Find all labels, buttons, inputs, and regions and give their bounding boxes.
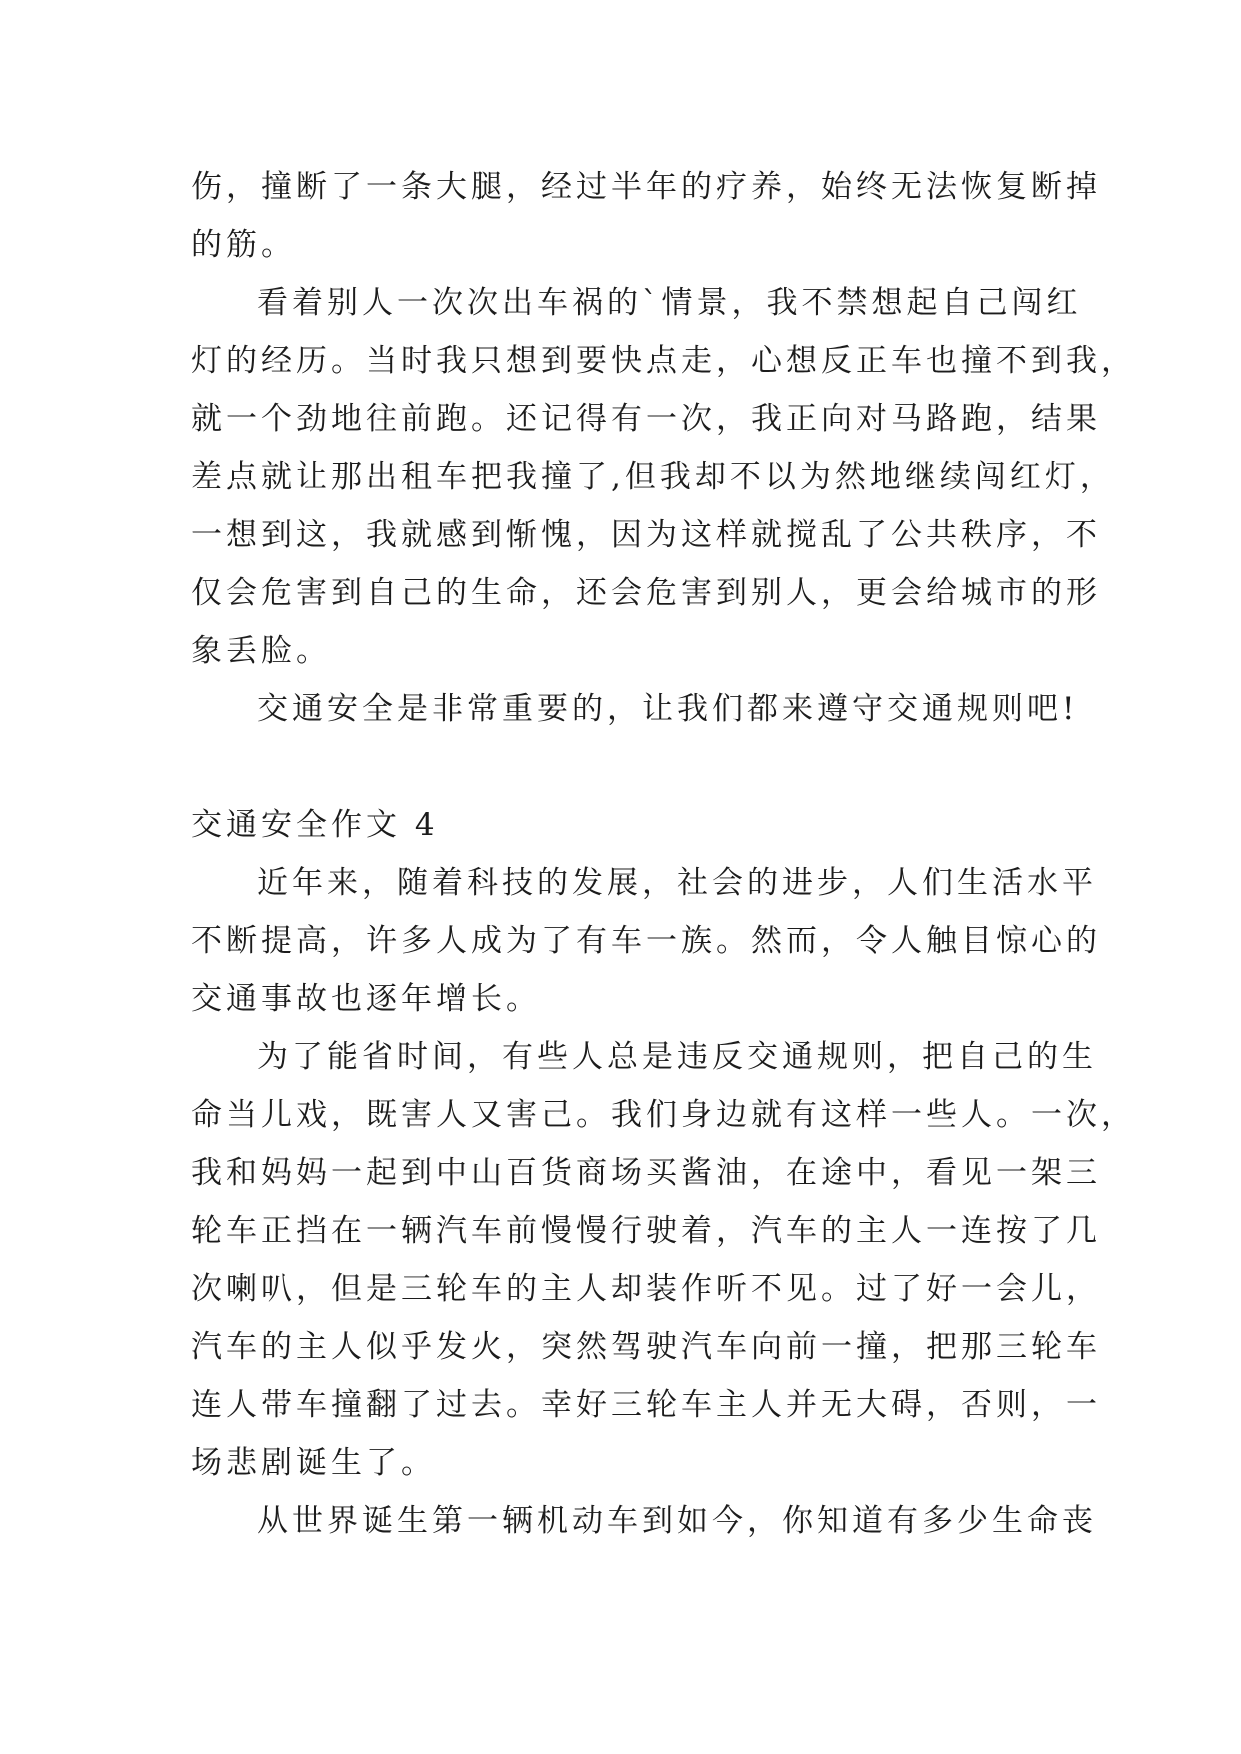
text-line: 场悲剧诞生了。 — [191, 1445, 436, 1481]
text-line: 我和妈妈一起到中山百货商场买酱油，在途中，看见一架三 — [191, 1155, 1101, 1191]
text-line: 命当儿戏，既害人又害己。我们身边就有这样一些人。一次， — [191, 1097, 1136, 1133]
paragraph-6 — [191, 1492, 1097, 1550]
text-line: 灯的经历。当时我只想到要快点走，心想反正车也撞不到我， — [191, 343, 1136, 379]
text-line: 一想到这，我就感到惭愧，因为这样就搅乱了公共秩序，不 — [191, 517, 1101, 553]
text-line: 就一个劲地往前跑。还记得有一次，我正向对马路跑，结果 — [191, 401, 1101, 437]
text-line: 伤，撞断了一条大腿，经过半年的疗养，始终无法恢复断掉 — [191, 169, 1101, 205]
paragraph-2 — [191, 274, 1136, 680]
text-line: 仅会危害到自己的生命，还会危害到别人，更会给城市的形 — [191, 575, 1101, 611]
paragraph-1 — [191, 158, 1101, 274]
paragraph-5 — [191, 1028, 1136, 1492]
section-title: 交通安全作文 4 — [191, 807, 439, 843]
paragraph-3 — [191, 680, 1079, 738]
text-line: 次喇叭，但是三轮车的主人却装作听不见。过了好一会儿， — [191, 1271, 1101, 1307]
text-line: 象丢脸。 — [191, 633, 331, 669]
text-line: 汽车的主人似乎发火，突然驾驶汽车向前一撞，把那三轮车 — [191, 1329, 1101, 1365]
text-line: 交通事故也逐年增长。 — [191, 981, 541, 1017]
text-line: 轮车正挡在一辆汽车前慢慢行驶着，汽车的主人一连按了几 — [191, 1213, 1101, 1249]
text-line: 不断提高，许多人成为了有车一族。然而，令人触目惊心的 — [191, 923, 1101, 959]
text-line: 的筋。 — [191, 227, 296, 263]
text-line: 为了能省时间，有些人总是违反交通规则，把自己的生 — [257, 1039, 1097, 1075]
text-line: 近年来，随着科技的发展，社会的进步，人们生活水平 — [257, 865, 1097, 901]
text-line: 交通安全是非常重要的，让我们都来遵守交通规则吧! — [257, 691, 1079, 727]
text-line: 从世界诞生第一辆机动车到如今，你知道有多少生命丧 — [257, 1503, 1097, 1539]
text-line: 连人带车撞翻了过去。幸好三轮车主人并无大碍，否则，一 — [191, 1387, 1101, 1423]
text-line: 差点就让那出租车把我撞了,但我却不以为然地继续闯红灯， — [191, 459, 1115, 495]
text-line: 看着别人一次次出车祸的`情景，我不禁想起自己闯红 — [257, 285, 1082, 321]
paragraph-4 — [191, 854, 1101, 1028]
